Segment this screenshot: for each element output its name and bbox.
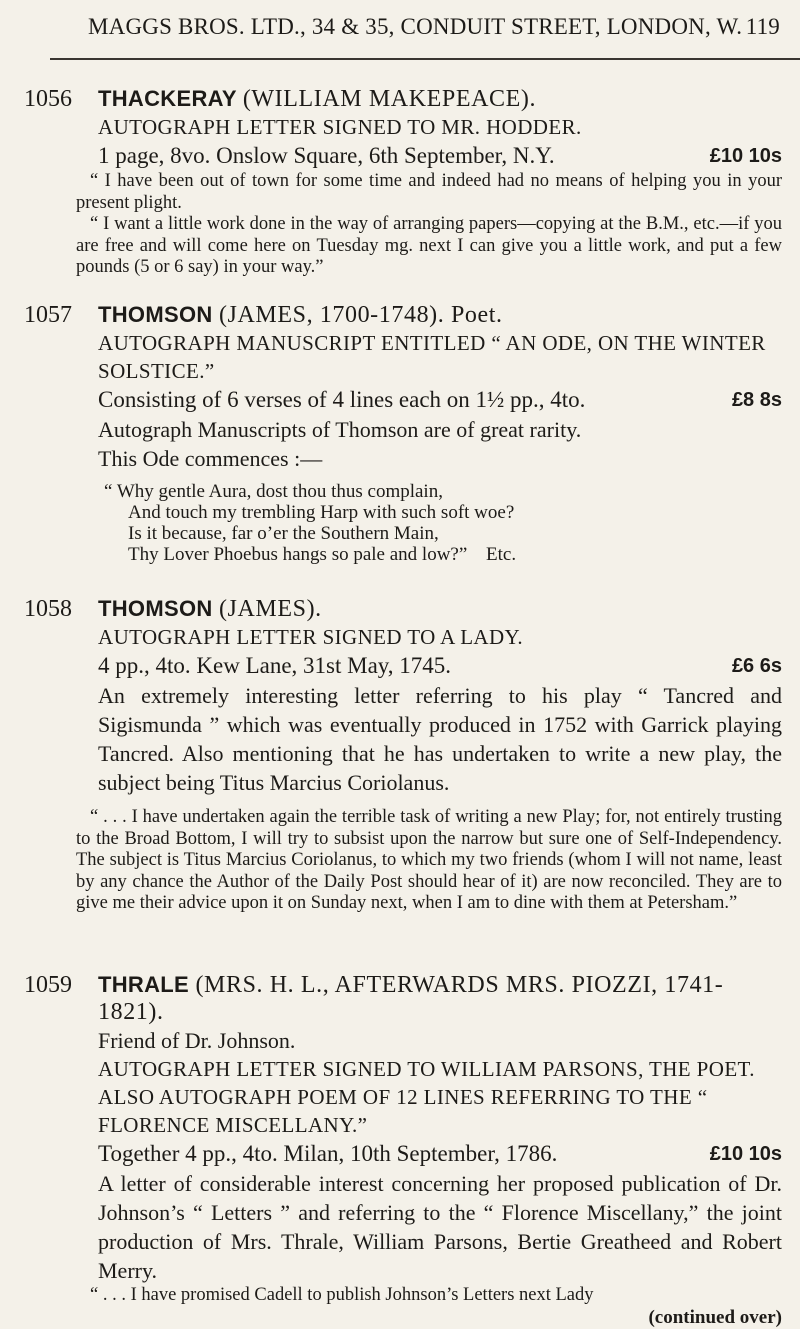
item-detail: Consisting of 6 verses of 4 lines each on 1½ pp., 4to. xyxy=(98,387,586,412)
entry-heading xyxy=(98,302,782,329)
item-detail: Together 4 pp., 4to. Milan, 10th September, 1786. xyxy=(98,1141,558,1166)
lot-number: 1056 xyxy=(24,86,72,112)
poem-excerpt xyxy=(104,481,782,565)
author-details: (JAMES, 1700-1748). Poet. xyxy=(218,302,503,328)
author-name: THRALE xyxy=(98,972,190,997)
lot-number: 1058 xyxy=(24,596,72,622)
poem-line: Thy Lover Phoebus hangs so pale and low?” xyxy=(128,544,468,565)
running-head xyxy=(88,14,780,40)
poem-line: And touch my trembling Harp with such soft woe? xyxy=(128,502,515,523)
item-description: Autograph Manuscripts of Thomson are of great rarity. xyxy=(98,417,582,442)
entry-heading xyxy=(98,596,782,623)
item-price: £10 10s xyxy=(709,1143,782,1165)
author-name: THOMSON xyxy=(98,302,213,327)
entry-heading xyxy=(98,86,782,113)
poem-etc: Etc. xyxy=(486,544,517,565)
item-detail: 1 page, 8vo. Onslow Square, 6th September, N.Y. xyxy=(98,143,555,168)
page-number: 119 xyxy=(745,14,780,39)
item-title: AUTOGRAPH LETTER SIGNED TO MR. HODDER. xyxy=(98,115,582,139)
author-details: (JAMES). xyxy=(218,596,322,622)
poem-line-last xyxy=(104,544,782,565)
author-name: THOMSON xyxy=(98,596,213,621)
item-detail-line xyxy=(98,141,782,171)
running-head-text: MAGGS BROS. LTD., 34 & 35, CONDUIT STREET, LONDON, W. xyxy=(88,14,743,39)
item-description: This Ode commences :— xyxy=(98,446,323,471)
item-price: £8 8s xyxy=(731,389,782,411)
item-price: £10 10s xyxy=(709,145,782,167)
quotation: “ I want a little work done in the way of arranging papers—copying at the B.M., etc.—if you are free and will come here on Tuesday mg. next I can give you a little work, and put a few pounds (5 or 6 say) in your way.” xyxy=(76,214,782,277)
item-title-secondary: ALSO AUTOGRAPH POEM OF 12 LINES REFERRING TO THE “ FLORENCE MISCELLANY.” xyxy=(98,1085,708,1137)
quotation: “ . . . I have undertaken again the terrible task of writing a new Play; for, not entirely trusting to the Broad Bottom, I will try to subsist upon the narrow but sure one of Self-Independency. The subject is Titus Marcius Coriolanus, to which my two friends (whom I will not name, least by any chance the Author of the Daily Post should hear of it) are now reconciled. They are to give me their advice upon it on Sunday next, when I am to dine with them at Petersham.” xyxy=(76,807,782,913)
author-subtitle: Friend of Dr. Johnson. xyxy=(98,1028,296,1053)
author-details: (MRS. H. L., AFTERWARDS MRS. PIOZZI, 1741-1821). xyxy=(98,972,724,1025)
continued-note: (continued over) xyxy=(648,1306,782,1328)
item-detail-line xyxy=(98,1139,782,1169)
lot-number: 1057 xyxy=(24,302,72,328)
entry-heading xyxy=(98,972,782,1026)
quotation: “ I have been out of town for some time and indeed had no means of helping you in your present plight. xyxy=(76,171,782,213)
item-description: An extremely interesting letter referring to his play “ Tancred and Sigismunda ” which was eventually produced in 1752 with Garrick playing Tancred. Also mentioning that he has undertaken to write a new play, the subject being Titus Marcius Coriolanus. xyxy=(98,683,782,795)
poem-line: Is it because, far o’er the Southern Main, xyxy=(128,523,439,544)
item-description: A letter of considerable interest concerning her proposed publication of Dr. Johnson’s “ Letters ” and referring to the “ Florence Miscellany,” the joint production of Mrs. Thrale, William Parsons, Bertie Greatheed and Robert Merry. xyxy=(98,1171,782,1283)
author-name: THACKERAY xyxy=(98,86,237,111)
quotation: “ . . . I have promised Cadell to publish Johnson’s Letters next Lady xyxy=(90,1285,594,1305)
item-title: AUTOGRAPH MANUSCRIPT ENTITLED “ AN ODE, ON THE WINTER SOLSTICE.” xyxy=(98,331,766,383)
item-detail-line xyxy=(98,385,782,415)
author-details: (WILLIAM MAKEPEACE). xyxy=(242,86,537,112)
lot-number: 1059 xyxy=(24,972,72,998)
item-title: AUTOGRAPH LETTER SIGNED TO WILLIAM PARSONS, THE POET. xyxy=(98,1057,755,1081)
item-price: £6 6s xyxy=(731,655,782,677)
item-title: AUTOGRAPH LETTER SIGNED TO A LADY. xyxy=(98,625,524,649)
poem-line: “ Why gentle Aura, dost thou thus complain, xyxy=(104,481,443,502)
item-detail-line xyxy=(98,651,782,681)
item-detail: 4 pp., 4to. Kew Lane, 31st May, 1745. xyxy=(98,653,452,678)
header-rule xyxy=(50,58,800,60)
